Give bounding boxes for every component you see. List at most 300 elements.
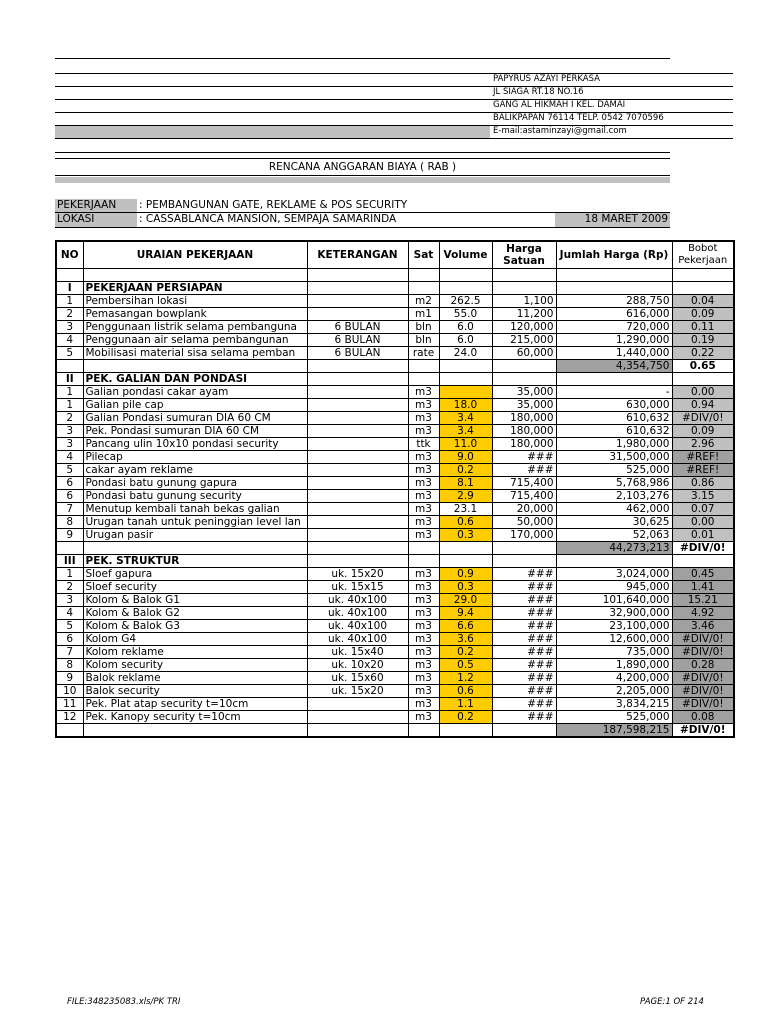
- section-header-row: [56, 555, 734, 568]
- header-gray-band: [55, 126, 490, 138]
- item-unit-price: 215,000: [492, 334, 556, 347]
- item-volume: [439, 386, 492, 399]
- item-total-price: 30,625: [556, 516, 672, 529]
- item-number: 8: [56, 516, 83, 529]
- section-total-row: [56, 542, 734, 555]
- item-keterangan: [307, 711, 408, 724]
- item-volume: 3.6: [439, 633, 492, 646]
- item-unit-price: ###: [492, 646, 556, 659]
- header-rule: [55, 73, 733, 74]
- item-unit-price: 715,400: [492, 477, 556, 490]
- item-keterangan: uk. 40x100: [307, 620, 408, 633]
- item-unit: rate: [408, 347, 439, 360]
- item-weight: 0.09: [672, 308, 734, 321]
- pekerjaan-value: : PEMBANGUNAN GATE, REKLAME & POS SECURITY: [139, 199, 408, 211]
- item-keterangan: uk. 15x20: [307, 685, 408, 698]
- item-unit-price: ###: [492, 672, 556, 685]
- blank-row: [56, 269, 734, 282]
- item-description: Kolom G4: [83, 633, 307, 646]
- item-total-price: 630,000: [556, 399, 672, 412]
- item-keterangan: [307, 490, 408, 503]
- item-number: 1: [56, 568, 83, 581]
- item-unit-price: 35,000: [492, 386, 556, 399]
- empty-cell: [56, 542, 83, 555]
- item-weight: 0.45: [672, 568, 734, 581]
- item-total-price: 52,063: [556, 529, 672, 542]
- item-number: 9: [56, 529, 83, 542]
- item-unit: m2: [408, 295, 439, 308]
- empty-cell: [83, 724, 307, 738]
- item-number: 2: [56, 412, 83, 425]
- empty-cell: [556, 282, 672, 295]
- item-volume: 29.0: [439, 594, 492, 607]
- item-unit-price: 180,000: [492, 425, 556, 438]
- item-unit: m3: [408, 399, 439, 412]
- empty-cell: [307, 282, 408, 295]
- item-volume: 3.4: [439, 425, 492, 438]
- item-volume: 0.3: [439, 581, 492, 594]
- table-row: [56, 711, 734, 724]
- item-keterangan: uk. 15x20: [307, 568, 408, 581]
- item-weight: 0.07: [672, 503, 734, 516]
- item-number: 10: [56, 685, 83, 698]
- table-row: [56, 308, 734, 321]
- section-header-row: [56, 282, 734, 295]
- item-unit-price: ###: [492, 451, 556, 464]
- item-number: 7: [56, 646, 83, 659]
- col-header-jumlah: Jumlah Harga (Rp): [556, 241, 672, 269]
- empty-cell: [408, 555, 439, 568]
- empty-cell: [408, 373, 439, 386]
- item-total-price: 23,100,000: [556, 620, 672, 633]
- section-total-row: [56, 360, 734, 373]
- item-volume: 18.0: [439, 399, 492, 412]
- item-number: 12: [56, 711, 83, 724]
- empty-cell: [492, 360, 556, 373]
- item-number: 3: [56, 321, 83, 334]
- item-description: Pek. Pondasi sumuran DIA 60 CM: [83, 425, 307, 438]
- section-title: PEK. STRUKTUR: [83, 555, 307, 568]
- item-keterangan: [307, 438, 408, 451]
- item-unit-price: 170,000: [492, 529, 556, 542]
- item-description: Balok reklame: [83, 672, 307, 685]
- item-number: 2: [56, 308, 83, 321]
- lokasi-label: LOKASI: [57, 213, 95, 225]
- item-total-price: 31,500,000: [556, 451, 672, 464]
- item-keterangan: 6 BULAN: [307, 334, 408, 347]
- table-row: [56, 464, 734, 477]
- item-unit-price: ###: [492, 620, 556, 633]
- section-number: II: [56, 373, 83, 386]
- table-row: [56, 295, 734, 308]
- empty-cell: [492, 724, 556, 738]
- document-date: 18 MARET 2009: [584, 213, 668, 225]
- table-row: [56, 438, 734, 451]
- item-total-price: 288,750: [556, 295, 672, 308]
- item-description: Kolom reklame: [83, 646, 307, 659]
- item-keterangan: [307, 477, 408, 490]
- item-unit: m3: [408, 568, 439, 581]
- empty-cell: [492, 373, 556, 386]
- item-total-price: 2,103,276: [556, 490, 672, 503]
- col-header-bobot: Bobot Pekerjaan: [672, 241, 734, 269]
- empty-cell: [83, 542, 307, 555]
- item-unit-price: 180,000: [492, 412, 556, 425]
- empty-cell: [439, 724, 492, 738]
- item-weight: #DIV/0!: [672, 646, 734, 659]
- item-unit-price: 35,000: [492, 399, 556, 412]
- empty-cell: [672, 282, 734, 295]
- item-unit: ttk: [408, 438, 439, 451]
- lokasi-value: : CASSABLANCA MANSION, SEMPAJA SAMARINDA: [139, 213, 397, 225]
- item-total-price: 32,900,000: [556, 607, 672, 620]
- item-total-price: 101,640,000: [556, 594, 672, 607]
- item-total-price: 12,600,000: [556, 633, 672, 646]
- item-total-price: 735,000: [556, 646, 672, 659]
- item-description: Galian Pondasi sumuran DIA 60 CM: [83, 412, 307, 425]
- item-total-price: 610,632: [556, 425, 672, 438]
- item-keterangan: [307, 464, 408, 477]
- section-total-weight: 0.65: [672, 360, 734, 373]
- item-number: 1: [56, 295, 83, 308]
- item-weight: 1.41: [672, 581, 734, 594]
- table-row: [56, 685, 734, 698]
- item-weight: 4.92: [672, 607, 734, 620]
- company-name: PAPYRUS AZAYI PERKASA: [493, 74, 600, 84]
- table-row: [56, 672, 734, 685]
- footer-file: FILE:348235083.xls/PK TRI: [67, 997, 181, 1007]
- item-number: 3: [56, 425, 83, 438]
- item-number: 6: [56, 477, 83, 490]
- item-total-price: 1,440,000: [556, 347, 672, 360]
- item-unit: m3: [408, 386, 439, 399]
- item-weight: #REF!: [672, 451, 734, 464]
- item-total-price: 2,205,000: [556, 685, 672, 698]
- table-row: [56, 594, 734, 607]
- item-keterangan: [307, 295, 408, 308]
- item-keterangan: uk. 40x100: [307, 607, 408, 620]
- section-total-weight: #DIV/0!: [672, 724, 734, 738]
- item-weight: #DIV/0!: [672, 685, 734, 698]
- col-header-volume: Volume: [439, 241, 492, 269]
- section-total-weight: #DIV/0!: [672, 542, 734, 555]
- empty-cell: [492, 282, 556, 295]
- item-weight: 2.96: [672, 438, 734, 451]
- item-volume: 23.1: [439, 503, 492, 516]
- item-number: 9: [56, 672, 83, 685]
- item-volume: 1.1: [439, 698, 492, 711]
- item-weight: 3.15: [672, 490, 734, 503]
- empty-cell: [307, 360, 408, 373]
- item-number: 3: [56, 594, 83, 607]
- item-volume: 1.2: [439, 672, 492, 685]
- item-total-price: 462,000: [556, 503, 672, 516]
- header-rule: [55, 86, 733, 87]
- item-volume: 0.2: [439, 711, 492, 724]
- empty-cell: [439, 360, 492, 373]
- empty-cell: [83, 360, 307, 373]
- empty-cell: [408, 542, 439, 555]
- section-total: 187,598,215: [556, 724, 672, 738]
- item-number: 11: [56, 698, 83, 711]
- table-row: [56, 516, 734, 529]
- empty-cell: [307, 555, 408, 568]
- item-unit-price: ###: [492, 698, 556, 711]
- table-row: [56, 529, 734, 542]
- item-volume: 6.6: [439, 620, 492, 633]
- item-volume: 6.0: [439, 334, 492, 347]
- table-row: [56, 334, 734, 347]
- item-unit-price: 1,100: [492, 295, 556, 308]
- empty-cell: [492, 555, 556, 568]
- item-keterangan: uk. 40x100: [307, 594, 408, 607]
- item-unit: m3: [408, 646, 439, 659]
- item-keterangan: uk. 10x20: [307, 659, 408, 672]
- item-keterangan: [307, 529, 408, 542]
- item-keterangan: [307, 451, 408, 464]
- item-total-price: 610,632: [556, 412, 672, 425]
- item-unit: m3: [408, 451, 439, 464]
- item-total-price: 3,834,215: [556, 698, 672, 711]
- item-total-price: 1,890,000: [556, 659, 672, 672]
- item-volume: 0.2: [439, 646, 492, 659]
- item-unit-price: 180,000: [492, 438, 556, 451]
- table-row: [56, 425, 734, 438]
- title-rule: [55, 175, 670, 176]
- item-unit-price: 20,000: [492, 503, 556, 516]
- empty-cell: [408, 360, 439, 373]
- title-rule: [55, 158, 670, 159]
- item-description: Kolom security: [83, 659, 307, 672]
- item-weight: 0.19: [672, 334, 734, 347]
- item-weight: 0.11: [672, 321, 734, 334]
- item-number: 5: [56, 620, 83, 633]
- item-volume: 0.2: [439, 464, 492, 477]
- item-unit: m3: [408, 672, 439, 685]
- item-unit: m1: [408, 308, 439, 321]
- item-unit-price: ###: [492, 568, 556, 581]
- item-keterangan: [307, 412, 408, 425]
- item-weight: 0.00: [672, 516, 734, 529]
- table-row: [56, 633, 734, 646]
- item-volume: 0.3: [439, 529, 492, 542]
- item-unit-price: ###: [492, 594, 556, 607]
- item-weight: 15.21: [672, 594, 734, 607]
- item-weight: 0.04: [672, 295, 734, 308]
- item-unit: m3: [408, 516, 439, 529]
- item-number: 5: [56, 347, 83, 360]
- item-unit-price: ###: [492, 633, 556, 646]
- item-description: Pancang ulin 10x10 pondasi security: [83, 438, 307, 451]
- item-weight: #DIV/0!: [672, 412, 734, 425]
- item-unit-price: ###: [492, 607, 556, 620]
- item-keterangan: [307, 503, 408, 516]
- item-keterangan: [307, 399, 408, 412]
- item-total-price: 945,000: [556, 581, 672, 594]
- item-volume: 2.9: [439, 490, 492, 503]
- item-keterangan: uk. 15x40: [307, 646, 408, 659]
- item-unit: m3: [408, 425, 439, 438]
- item-number: 6: [56, 633, 83, 646]
- empty-cell: [307, 542, 408, 555]
- item-description: Penggunaan listrik selama pembanguna: [83, 321, 307, 334]
- table-row: [56, 412, 734, 425]
- item-unit: m3: [408, 581, 439, 594]
- item-volume: 0.9: [439, 568, 492, 581]
- item-unit-price: ###: [492, 464, 556, 477]
- col-header-uraian: URAIAN PEKERJAAN: [83, 241, 307, 269]
- item-description: Pilecap: [83, 451, 307, 464]
- item-number: 8: [56, 659, 83, 672]
- item-keterangan: [307, 698, 408, 711]
- item-unit-price: ###: [492, 685, 556, 698]
- item-unit-price: 11,200: [492, 308, 556, 321]
- item-number: 7: [56, 503, 83, 516]
- item-description: Pek. Plat atap security t=10cm: [83, 698, 307, 711]
- item-keterangan: uk. 15x15: [307, 581, 408, 594]
- table-row: [56, 386, 734, 399]
- item-weight: 0.86: [672, 477, 734, 490]
- empty-cell: [439, 282, 492, 295]
- item-weight: #DIV/0!: [672, 698, 734, 711]
- item-volume: 11.0: [439, 438, 492, 451]
- item-total-price: 4,200,000: [556, 672, 672, 685]
- item-description: Kolom & Balok G3: [83, 620, 307, 633]
- item-volume: 9.0: [439, 451, 492, 464]
- item-unit: m3: [408, 711, 439, 724]
- item-unit: bln: [408, 334, 439, 347]
- item-description: Pek. Kanopy security t=10cm: [83, 711, 307, 724]
- table-row: [56, 347, 734, 360]
- empty-cell: [307, 373, 408, 386]
- item-unit-price: ###: [492, 659, 556, 672]
- item-description: Pembersihan lokasi: [83, 295, 307, 308]
- item-number: 1: [56, 399, 83, 412]
- item-total-price: 3,024,000: [556, 568, 672, 581]
- item-total-price: 525,000: [556, 711, 672, 724]
- company-email: E-mail:astaminzayi@gmail.com: [493, 126, 627, 136]
- table-row: [56, 646, 734, 659]
- section-number: III: [56, 555, 83, 568]
- item-unit: m3: [408, 659, 439, 672]
- item-description: Kolom & Balok G2: [83, 607, 307, 620]
- item-weight: #DIV/0!: [672, 633, 734, 646]
- empty-cell: [56, 360, 83, 373]
- item-total-price: 616,000: [556, 308, 672, 321]
- item-description: Penggunaan air selama pembangunan: [83, 334, 307, 347]
- item-weight: 0.01: [672, 529, 734, 542]
- item-weight: 0.00: [672, 386, 734, 399]
- item-description: Pondasi batu gunung gapura: [83, 477, 307, 490]
- item-description: Balok security: [83, 685, 307, 698]
- item-description: Galian pile cap: [83, 399, 307, 412]
- item-unit: bln: [408, 321, 439, 334]
- empty-cell: [408, 282, 439, 295]
- item-weight: 0.94: [672, 399, 734, 412]
- col-header-no: NO: [56, 241, 83, 269]
- item-description: Pondasi batu gunung security: [83, 490, 307, 503]
- company-address-1: JL SIAGA RT.18 NO.16: [493, 87, 584, 97]
- table-row: [56, 399, 734, 412]
- item-keterangan: uk. 40x100: [307, 633, 408, 646]
- empty-cell: [672, 555, 734, 568]
- item-unit: m3: [408, 698, 439, 711]
- item-volume: 0.6: [439, 685, 492, 698]
- item-unit: m3: [408, 633, 439, 646]
- section-header-row: [56, 373, 734, 386]
- empty-cell: [439, 542, 492, 555]
- section-title: PEK. GALIAN DAN PONDASI: [83, 373, 307, 386]
- item-volume: 6.0: [439, 321, 492, 334]
- empty-cell: [439, 555, 492, 568]
- item-unit: m3: [408, 685, 439, 698]
- item-unit: m3: [408, 412, 439, 425]
- title-gray-band: [55, 177, 670, 183]
- footer-page: PAGE:1 OF 214: [640, 997, 704, 1007]
- item-unit: m3: [408, 620, 439, 633]
- col-header-harga: Harga Satuan: [492, 241, 556, 269]
- table-row: [56, 503, 734, 516]
- info-rule: [55, 227, 670, 228]
- item-description: Menutup kembali tanah bekas galian: [83, 503, 307, 516]
- item-volume: 3.4: [439, 412, 492, 425]
- company-address-2: GANG AL HIKMAH I KEL. DAMAI: [493, 100, 626, 110]
- company-address-3: BALIKPAPAN 76114 TELP. 0542 7070596: [493, 113, 664, 123]
- col-header-keterangan: KETERANGAN: [307, 241, 408, 269]
- section-number: I: [56, 282, 83, 295]
- item-weight: 0.09: [672, 425, 734, 438]
- item-number: 6: [56, 490, 83, 503]
- item-total-price: 525,000: [556, 464, 672, 477]
- item-weight: #DIV/0!: [672, 672, 734, 685]
- item-unit: m3: [408, 594, 439, 607]
- section-total-row: [56, 724, 734, 738]
- item-volume: 9.4: [439, 607, 492, 620]
- item-keterangan: [307, 308, 408, 321]
- item-unit: m3: [408, 503, 439, 516]
- table-row: [56, 698, 734, 711]
- header-rule: [55, 58, 670, 59]
- item-volume: 8.1: [439, 477, 492, 490]
- section-total: 4,354,750: [556, 360, 672, 373]
- table-row: [56, 321, 734, 334]
- item-number: 4: [56, 334, 83, 347]
- item-unit: m3: [408, 477, 439, 490]
- item-volume: 0.5: [439, 659, 492, 672]
- item-keterangan: 6 BULAN: [307, 321, 408, 334]
- item-unit-price: 120,000: [492, 321, 556, 334]
- item-number: 4: [56, 451, 83, 464]
- empty-cell: [492, 542, 556, 555]
- item-keterangan: [307, 386, 408, 399]
- item-description: Urugan tanah untuk peninggian level lan: [83, 516, 307, 529]
- item-unit-price: 50,000: [492, 516, 556, 529]
- item-keterangan: [307, 425, 408, 438]
- item-weight: 0.08: [672, 711, 734, 724]
- item-weight: 0.22: [672, 347, 734, 360]
- item-total-price: 5,768,986: [556, 477, 672, 490]
- empty-cell: [556, 555, 672, 568]
- table-row: [56, 490, 734, 503]
- item-number: 3: [56, 438, 83, 451]
- item-description: Sloef gapura: [83, 568, 307, 581]
- item-volume: 262.5: [439, 295, 492, 308]
- empty-cell: [408, 724, 439, 738]
- table-row: [56, 620, 734, 633]
- item-unit-price: ###: [492, 711, 556, 724]
- table-row: [56, 568, 734, 581]
- table-header-row: [56, 241, 734, 269]
